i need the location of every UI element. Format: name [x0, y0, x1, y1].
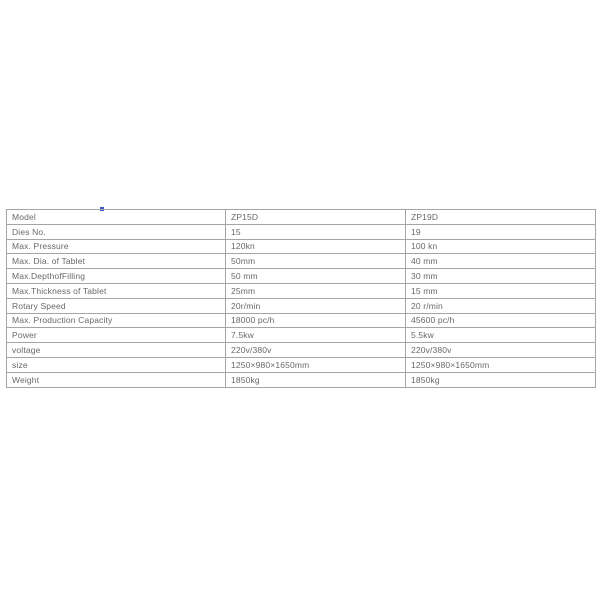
- table-row: [7, 328, 596, 343]
- cell-zp15d-value: 50 mm: [226, 269, 406, 284]
- table-row: [7, 298, 596, 313]
- cell-zp15d-value: 25mm: [226, 283, 406, 298]
- spec-table: [6, 209, 596, 388]
- table-row: [7, 372, 596, 387]
- cell-spec-name: Max. Pressure: [7, 239, 226, 254]
- cell-spec-name: Power: [7, 328, 226, 343]
- cell-zp19d-value: 1850kg: [406, 372, 596, 387]
- cell-spec-name: Max. Dia. of Tablet: [7, 254, 226, 269]
- cell-zp19d-value: ZP19D: [406, 210, 596, 225]
- cell-spec-name: Rotary Speed: [7, 298, 226, 313]
- cell-zp15d-value: 120kn: [226, 239, 406, 254]
- cell-zp15d-value: 1850kg: [226, 372, 406, 387]
- cell-spec-name: Max.DepthofFilling: [7, 269, 226, 284]
- cell-zp19d-value: 40 mm: [406, 254, 596, 269]
- cell-zp19d-value: 15 mm: [406, 283, 596, 298]
- cell-zp19d-value: 100 kn: [406, 239, 596, 254]
- cell-zp15d-value: 220v/380v: [226, 343, 406, 358]
- cell-zp15d-value: 50mm: [226, 254, 406, 269]
- cell-zp19d-value: 45600 pc/h: [406, 313, 596, 328]
- table-row: [7, 224, 596, 239]
- cell-spec-name: voltage: [7, 343, 226, 358]
- table-row: [7, 239, 596, 254]
- cell-zp19d-value: 1250×980×1650mm: [406, 357, 596, 372]
- cell-spec-name: Max.Thickness of Tablet: [7, 283, 226, 298]
- cell-spec-name: Max. Production Capacity: [7, 313, 226, 328]
- cell-spec-name: Weight: [7, 372, 226, 387]
- table-row: [7, 357, 596, 372]
- table-row: [7, 283, 596, 298]
- cell-spec-name: Dies No.: [7, 224, 226, 239]
- cell-zp15d-value: 20r/min: [226, 298, 406, 313]
- cell-zp15d-value: 7.5kw: [226, 328, 406, 343]
- cell-spec-name: Model: [7, 210, 226, 225]
- cell-zp15d-value: 1250×980×1650mm: [226, 357, 406, 372]
- cell-zp15d-value: 15: [226, 224, 406, 239]
- table-row: [7, 269, 596, 284]
- spec-table-body: [7, 210, 596, 388]
- table-row: [7, 343, 596, 358]
- cell-zp19d-value: 5.5kw: [406, 328, 596, 343]
- table-row: [7, 254, 596, 269]
- cell-zp15d-value: 18000 pc/h: [226, 313, 406, 328]
- table-row: [7, 313, 596, 328]
- cell-zp15d-value: ZP15D: [226, 210, 406, 225]
- cell-spec-name: size: [7, 357, 226, 372]
- cell-zp19d-value: 19: [406, 224, 596, 239]
- cell-zp19d-value: 20 r/min: [406, 298, 596, 313]
- cell-zp19d-value: 30 mm: [406, 269, 596, 284]
- cell-zp19d-value: 220v/380v: [406, 343, 596, 358]
- table-header-row: [7, 210, 596, 225]
